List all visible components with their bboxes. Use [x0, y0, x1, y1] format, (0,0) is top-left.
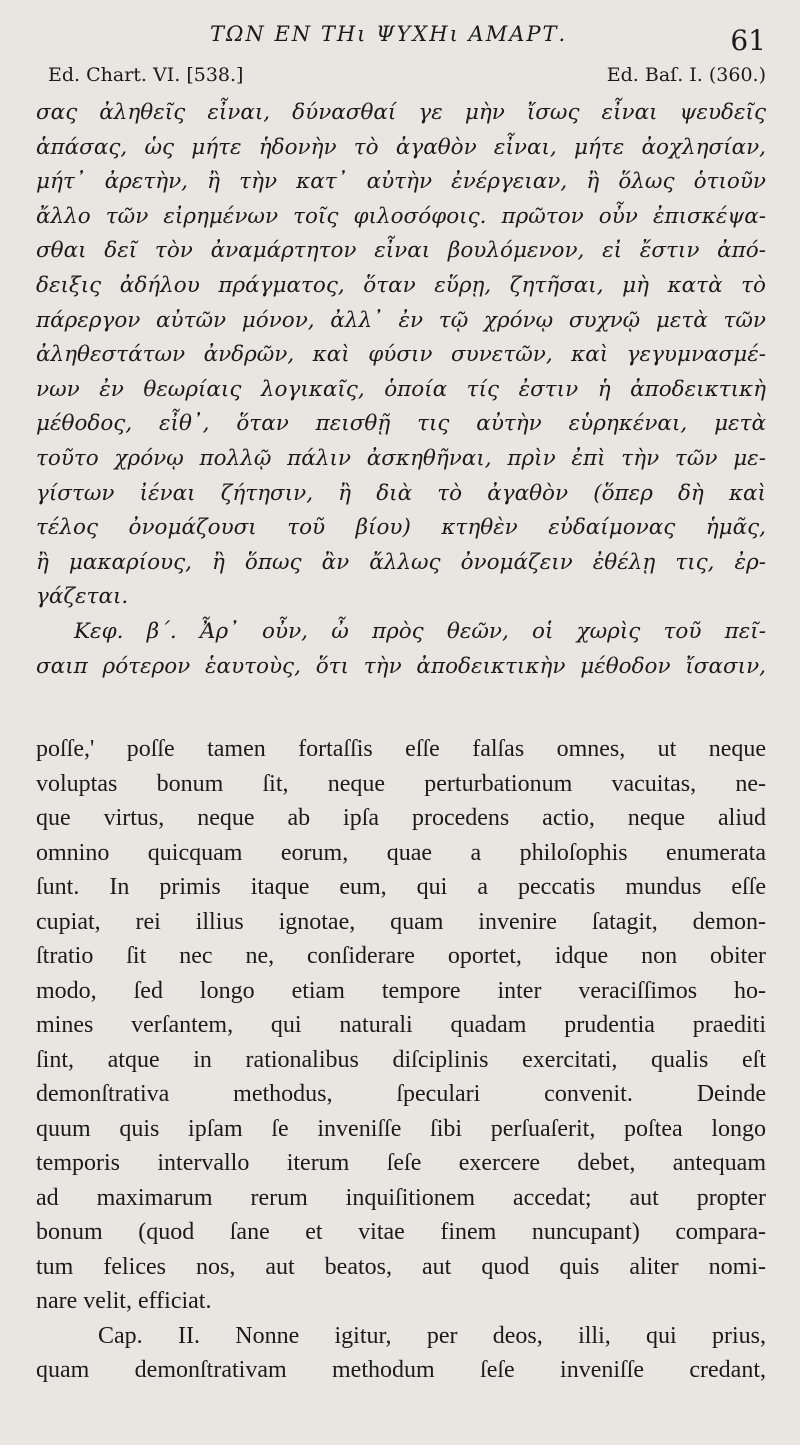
latin-line: cupiat, rei illius ignotae, quam invenire ſatagit, demon- — [36, 908, 766, 935]
latin-line: demonſtrativa methodus, ſpeculari convenit. Deinde — [36, 1081, 766, 1107]
edition-reference-line — [48, 64, 766, 94]
running-title: ΤΩΝ ΕΝ ΤΗι ΨΥΧΗι ΑΜΑΡΤ. — [210, 22, 568, 46]
greek-line: ἁπάσας, ὡς μήτε ἡδονὴν τὸ ἀγαθὸν εἶναι, μήτε ἀοχλησίαν, — [36, 134, 766, 160]
greek-line: μήτ᾽ ἀρετὴν, ἢ τὴν κατ᾽ αὐτὴν ἐνέργειαν, ἢ ὅλως ὁτιοῦν — [36, 169, 766, 195]
greek-line: τέλος ὀνομάζουσι τοῦ βίου) κτηθὲν εὐδαίμονας ἡμᾶς, — [36, 515, 766, 541]
latin-chapter-heading-line: Cap. II. Nonne igitur, per deos, illi, qui prius, — [98, 1322, 766, 1349]
latin-line: ſunt. In primis itaque eum, qui a peccatis mundus eſſe — [36, 874, 766, 900]
greek-line: πάρεργον αὐτῶν μόνον, ἀλλ᾽ ἐν τῷ χρόνῳ συχνῷ μετὰ τῶν — [36, 307, 766, 333]
latin-line: ad maximarum rerum inquiſitionem accedat; aut propter — [36, 1184, 766, 1211]
greek-line: γίστων ἰέναι ζήτησιν, ἢ διὰ τὸ ἀγαθὸν (ὅπερ δὴ καὶ — [36, 480, 766, 506]
latin-line: omnino quicquam eorum, quae a philoſophis enumerata — [36, 839, 766, 866]
latin-line: tum felices nos, aut beatos, aut quod quis aliter nomi- — [36, 1253, 766, 1280]
latin-line: poſſe,' poſſe tamen fortaſſis eſſe falſas omnes, ut neque — [36, 736, 766, 762]
greek-line: τοῦτο χρόνῳ πολλῷ πάλιν ἀσκηθῆναι, πρὶν ἐπὶ τὴν τῶν με- — [36, 445, 766, 471]
greek-line: νων ἐν θεωρίαις λογικαῖς, ὁποία τίς ἐστιν ἡ ἀποδεικτικὴ — [36, 376, 766, 402]
greek-line: γάζεται. — [36, 584, 129, 610]
latin-line: modo, ſed longo etiam tempore inter veraciſſimos ho- — [36, 977, 766, 1004]
greek-line: ἢ μακαρίους, ἢ ὅπως ἂν ἄλλως ὀνομάζειν ἐθέλῃ τις, ἐρ- — [36, 549, 766, 575]
greek-line: σαιπ ρότερον ἑαυτοὺς, ὅτι τὴν ἀποδεικτικὴν μέθοδον ἴσασιν, — [36, 653, 766, 679]
greek-text-block — [36, 96, 766, 684]
latin-line: nare velit, efficiat. — [36, 1288, 212, 1314]
latin-line: mines verſantem, qui naturali quadam prudentia praediti — [36, 1012, 766, 1038]
greek-line: ἀληθεστάτων ἀνδρῶν, καὶ φύσιν συνετῶν, καὶ γεγυμνασμέ- — [36, 342, 766, 368]
latin-text-block — [36, 732, 766, 1388]
page-number: 61 — [730, 24, 766, 57]
latin-line: que virtus, neque ab ipſa procedens actio, neque aliud — [36, 805, 766, 831]
greek-chapter-heading-line: Κεφ. β΄. Ἆρ᾽ οὖν, ὦ πρὸς θεῶν, οἱ χωρὶς τοῦ πεῖ- — [74, 618, 766, 644]
latin-line: ſint, atque in rationalibus diſciplinis exercitati, qualis eſt — [36, 1046, 766, 1073]
latin-line: quum quis ipſam ſe inveniſſe ſibi perſuaſerit, poſtea longo — [36, 1115, 766, 1142]
running-head — [0, 20, 800, 57]
edition-chartier-ref: Ed. Chart. VI. [538.] — [48, 64, 244, 86]
greek-line: σθαι δεῖ τὸν ἀναμάρτητον εἶναι βουλόμενον, εἰ ἔστιν ἀπό- — [36, 238, 766, 264]
greek-line: σας ἀληθεῖς εἶναι, δύνασθαί γε μὴν ἴσως εἶναι ψευδεῖς — [36, 100, 766, 125]
latin-line: bonum (quod ſane et vitae finem nuncupant) compara- — [36, 1219, 766, 1245]
greek-line: μέθοδος, εἶθ᾽, ὅταν πεισθῇ τις αὐτὴν εὑρηκέναι, μετὰ — [36, 411, 766, 437]
latin-line: ſtratio ſit nec ne, conſiderare oportet, idque non obiter — [36, 943, 766, 969]
latin-line: temporis intervallo iterum ſeſe exercere debet, antequam — [36, 1150, 766, 1176]
greek-line: ἄλλο τῶν εἰρημένων τοῖς φιλοσόφοις. πρῶτον οὖν ἐπισκέψα- — [36, 203, 766, 229]
edition-basel-ref: Ed. Baſ. I. (360.) — [606, 64, 766, 86]
latin-line: voluptas bonum ſit, neque perturbationum vacuitas, ne- — [36, 770, 766, 797]
greek-line: δειξις ἀδήλου πράγματος, ὅταν εὕρῃ, ζητῆσαι, μὴ κατὰ τὸ — [36, 272, 766, 298]
latin-line: quam demonſtrativam methodum ſeſe inveniſſe credant, — [36, 1357, 766, 1383]
